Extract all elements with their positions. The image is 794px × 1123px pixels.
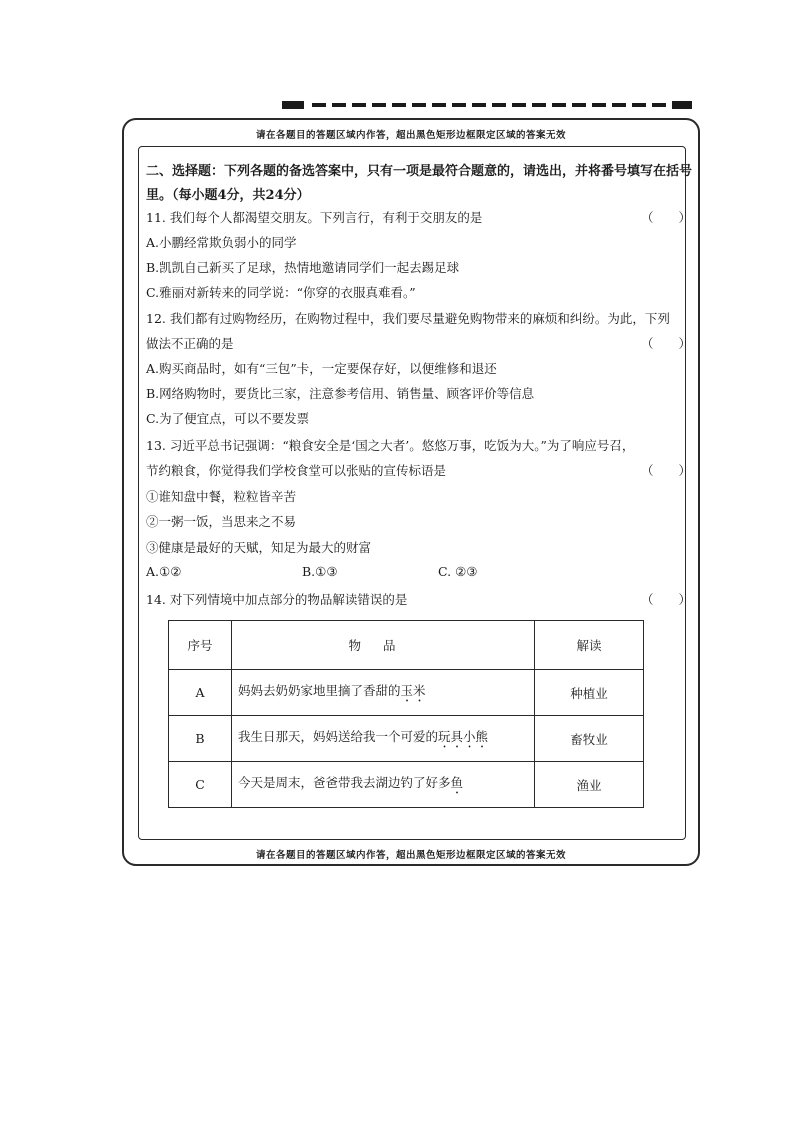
q14-table: [168, 620, 644, 808]
q12-option-b: B.网络购物时，要货比三家，注意参考信用、销售量、顾客评价等信息: [146, 386, 535, 401]
q13-option-b: B.①③: [302, 564, 338, 579]
table-row: [169, 716, 644, 762]
row-item-text: 今天是周末，爸爸带我去湖边钓了好多: [238, 774, 451, 790]
table-header-reading: 解读: [535, 621, 644, 670]
row-item-emphasis: 鱼: [450, 774, 464, 790]
table-row: [169, 670, 644, 716]
row-item-emphasis: 玩具小熊: [438, 728, 489, 744]
q13-item-2: ②一粥一饭，当思来之不易: [146, 514, 297, 529]
q12-stem-line2: 做法不正确的是: [146, 336, 234, 351]
q12-option-c: C.为了便宜点，可以不要发票: [146, 411, 310, 426]
row-item-text: 妈妈去奶奶家地里摘了香甜的: [238, 682, 401, 698]
q13-item-3: ③健康是最好的天赋，知足为最大的财富: [146, 540, 372, 555]
section-heading-line2: 里。（每小题4分，共24分）: [146, 188, 310, 203]
q13-option-a: A.①②: [146, 564, 182, 579]
q12-stem-line1: 12. 我们都有过购物经历，在购物过程中，我们要尽量避免购物带来的麻烦和纠纷。为此，下列: [146, 311, 670, 326]
table-header-item: 物品: [232, 621, 535, 670]
header-dash-bar: [282, 101, 692, 109]
row-id: C: [169, 762, 232, 808]
row-item: [232, 670, 535, 716]
q11-option-a: A.小鹏经常欺负弱小的同学: [146, 235, 297, 250]
row-item: [232, 762, 535, 808]
notice-bottom: 请在各题目的答题区域内作答，超出黑色矩形边框限定区域的答案无效: [255, 850, 566, 861]
table-header-row: [169, 621, 644, 670]
q11-option-b: B.凯凯自己新买了足球，热情地邀请同学们一起去踢足球: [146, 260, 460, 275]
q14-answer-paren[interactable]: （ ）: [641, 592, 692, 607]
section-heading-line1: 二、选择题：下列各题的备选答案中，只有一项是最符合题意的，请选出，并将番号填写在括号: [146, 164, 693, 179]
row-item-text: 我生日那天，妈妈送给我一个可爱的: [238, 728, 439, 744]
q13-stem-line2: 节约粮食，你觉得我们学校食堂可以张贴的宣传标语是: [146, 463, 447, 478]
q12-option-a: A.购买商品时，如有“三包”卡，一定要保存好，以便维修和退还: [146, 361, 497, 376]
row-id: B: [169, 716, 232, 762]
row-reading: 渔业: [535, 762, 644, 808]
row-reading: 种植业: [535, 670, 644, 716]
row-item: [232, 716, 535, 762]
q13-option-c: C. ②③: [438, 564, 478, 579]
row-reading: 畜牧业: [535, 716, 644, 762]
q13-item-1: ①谁知盘中餐，粒粒皆辛苦: [146, 489, 297, 504]
q13-stem-line1: 13. 习近平总书记强调：“粮食安全是‘国之大者’。悠悠万事，吃饭为大。”为了响应号召，: [146, 438, 635, 453]
q11-option-c: C.雅丽对新转来的同学说：“你穿的衣服真难看。”: [146, 285, 416, 300]
table-header-id: 序号: [169, 621, 232, 670]
row-id: A: [169, 670, 232, 716]
row-item-emphasis: 玉米: [400, 682, 426, 698]
q13-answer-paren[interactable]: （ ）: [641, 463, 692, 478]
q11-answer-paren[interactable]: （ ）: [641, 210, 692, 225]
q14-stem: 14. 对下列情境中加点部分的物品解读错误的是: [146, 592, 408, 607]
table-row: [169, 762, 644, 808]
q11-stem: 11. 我们每个人都渴望交朋友。下列言行，有利于交朋友的是: [146, 210, 483, 225]
q12-answer-paren[interactable]: （ ）: [641, 336, 692, 351]
notice-top: 请在各题目的答题区域内作答，超出黑色矩形边框限定区域的答案无效: [255, 130, 566, 141]
